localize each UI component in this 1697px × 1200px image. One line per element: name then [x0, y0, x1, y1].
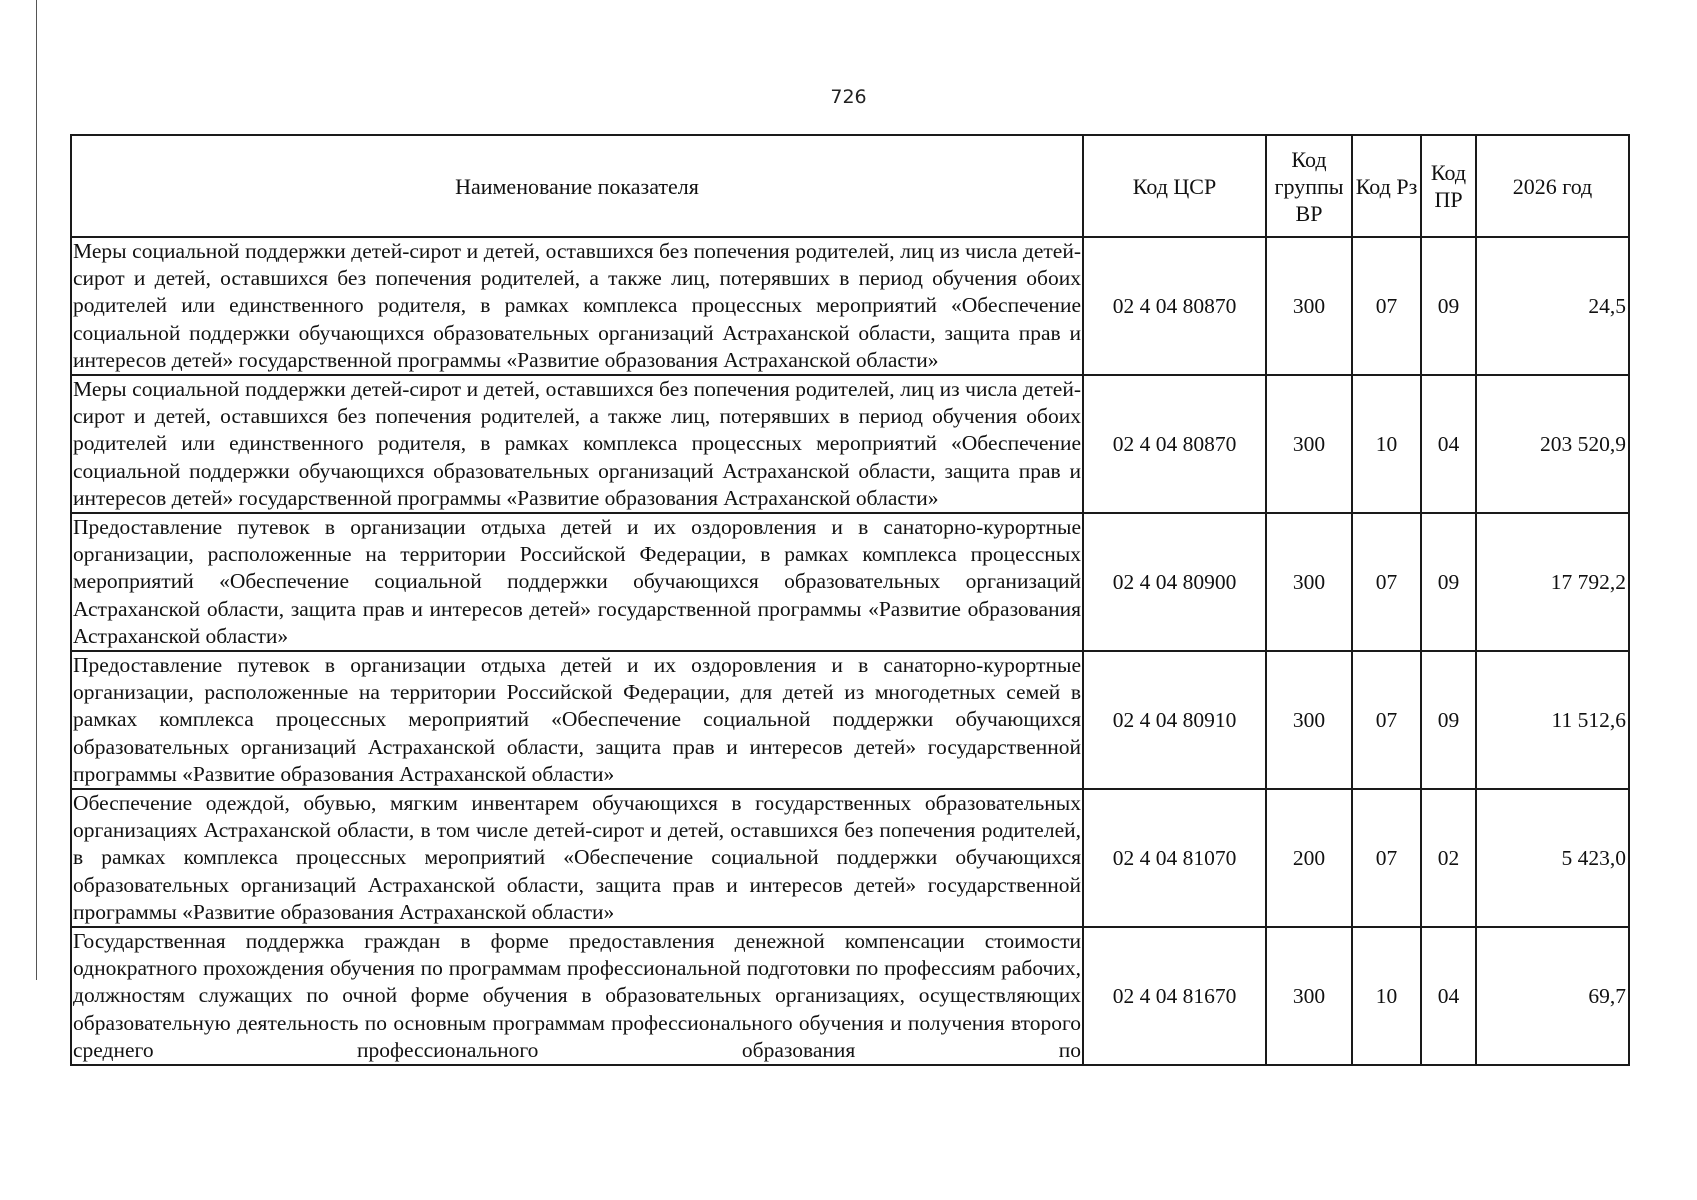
table-header-row — [71, 135, 1629, 237]
row-csr: 02 4 04 80870 — [1083, 375, 1266, 513]
table-row — [71, 651, 1629, 789]
budget-table — [70, 134, 1630, 1066]
row-value: 203 520,9 — [1476, 375, 1629, 513]
row-name: Меры социальной поддержки детей-сирот и детей, оставшихся без попечения родителей, лиц из числа детей-сирот и детей, оставшихся без попечения родителей, а также лиц, потерявших в период обучения обоих родителей или единственного родителя, в рамках комплекса процессных мероприятий «Обеспечение социальной поддержки обучающихся образовательных организаций Астраханской области, защита прав и интересов детей» государственной программы «Развитие образования Астраханской области» — [71, 375, 1083, 513]
header-csr: Код ЦСР — [1083, 135, 1266, 237]
table-row — [71, 927, 1629, 1065]
row-name: Государственная поддержка граждан в форме предоставления денежной компенсации стоимости однократного прохождения обучения по программам профессиональной подготовки по профессиям рабочих, должностям служащих по очной форме обучения в образовательных организациях, осуществляющих образовательную деятельность по основным программам профессионального обучения и получения второго среднего профессионального образования по — [71, 927, 1083, 1065]
row-pr: 09 — [1421, 651, 1476, 789]
row-csr: 02 4 04 80910 — [1083, 651, 1266, 789]
table-row — [71, 375, 1629, 513]
row-name: Предоставление путевок в организации отдыха детей и их оздоровления и в санаторно-курортные организации, расположенные на территории Российской Федерации, для детей из многодетных семей в рамках комплекса процессных мероприятий «Обеспечение социальной поддержки обучающихся образовательных организаций Астраханской области, защита прав и интересов детей» государственной программы «Развитие образования Астраханской области» — [71, 651, 1083, 789]
row-rz: 07 — [1352, 237, 1421, 375]
row-pr: 04 — [1421, 927, 1476, 1065]
row-vr: 300 — [1266, 375, 1352, 513]
header-pr: Код ПР — [1421, 135, 1476, 237]
row-csr: 02 4 04 81670 — [1083, 927, 1266, 1065]
row-vr: 300 — [1266, 237, 1352, 375]
row-value: 24,5 — [1476, 237, 1629, 375]
table-row — [71, 513, 1629, 651]
row-rz: 07 — [1352, 513, 1421, 651]
row-pr: 04 — [1421, 375, 1476, 513]
row-value: 17 792,2 — [1476, 513, 1629, 651]
row-value: 11 512,6 — [1476, 651, 1629, 789]
left-margin-line — [36, 0, 37, 980]
row-rz: 07 — [1352, 651, 1421, 789]
table-row — [71, 237, 1629, 375]
header-rz: Код Рз — [1352, 135, 1421, 237]
row-value: 69,7 — [1476, 927, 1629, 1065]
row-pr: 02 — [1421, 789, 1476, 927]
row-rz: 10 — [1352, 375, 1421, 513]
row-pr: 09 — [1421, 513, 1476, 651]
row-vr: 300 — [1266, 651, 1352, 789]
row-csr: 02 4 04 80900 — [1083, 513, 1266, 651]
row-value: 5 423,0 — [1476, 789, 1629, 927]
row-name: Меры социальной поддержки детей-сирот и детей, оставшихся без попечения родителей, лиц из числа детей-сирот и детей, оставшихся без попечения родителей, а также лиц, потерявших в период обучения обоих родителей или единственного родителя, в рамках комплекса процессных мероприятий «Обеспечение социальной поддержки обучающихся образовательных организаций Астраханской области, защита прав и интересов детей» государственной программы «Развитие образования Астраханской области» — [71, 237, 1083, 375]
row-rz: 10 — [1352, 927, 1421, 1065]
row-name: Обеспечение одеждой, обувью, мягким инвентарем обучающихся в государственных образовательных организациях Астраханской области, в том числе детей-сирот и детей, оставшихся без попечения родителей, в рамках комплекса процессных мероприятий «Обеспечение социальной поддержки обучающихся образовательных организаций Астраханской области, защита прав и интересов детей» государственной программы «Развитие образования Астраханской области» — [71, 789, 1083, 927]
row-csr: 02 4 04 81070 — [1083, 789, 1266, 927]
row-rz: 07 — [1352, 789, 1421, 927]
row-csr: 02 4 04 80870 — [1083, 237, 1266, 375]
row-vr: 200 — [1266, 789, 1352, 927]
row-name: Предоставление путевок в организации отдыха детей и их оздоровления и в санаторно-курортные организации, расположенные на территории Российской Федерации, в рамках комплекса процессных мероприятий «Обеспечение социальной поддержки обучающихся образовательных организаций Астраханской области, защита прав и интересов детей» государственной программы «Развитие образования Астраханской области» — [71, 513, 1083, 651]
page-number: 726 — [830, 86, 867, 108]
row-vr: 300 — [1266, 927, 1352, 1065]
header-year: 2026 год — [1476, 135, 1629, 237]
header-vr: Код группы ВР — [1266, 135, 1352, 237]
row-pr: 09 — [1421, 237, 1476, 375]
table-row — [71, 789, 1629, 927]
row-vr: 300 — [1266, 513, 1352, 651]
header-name: Наименование показателя — [71, 135, 1083, 237]
